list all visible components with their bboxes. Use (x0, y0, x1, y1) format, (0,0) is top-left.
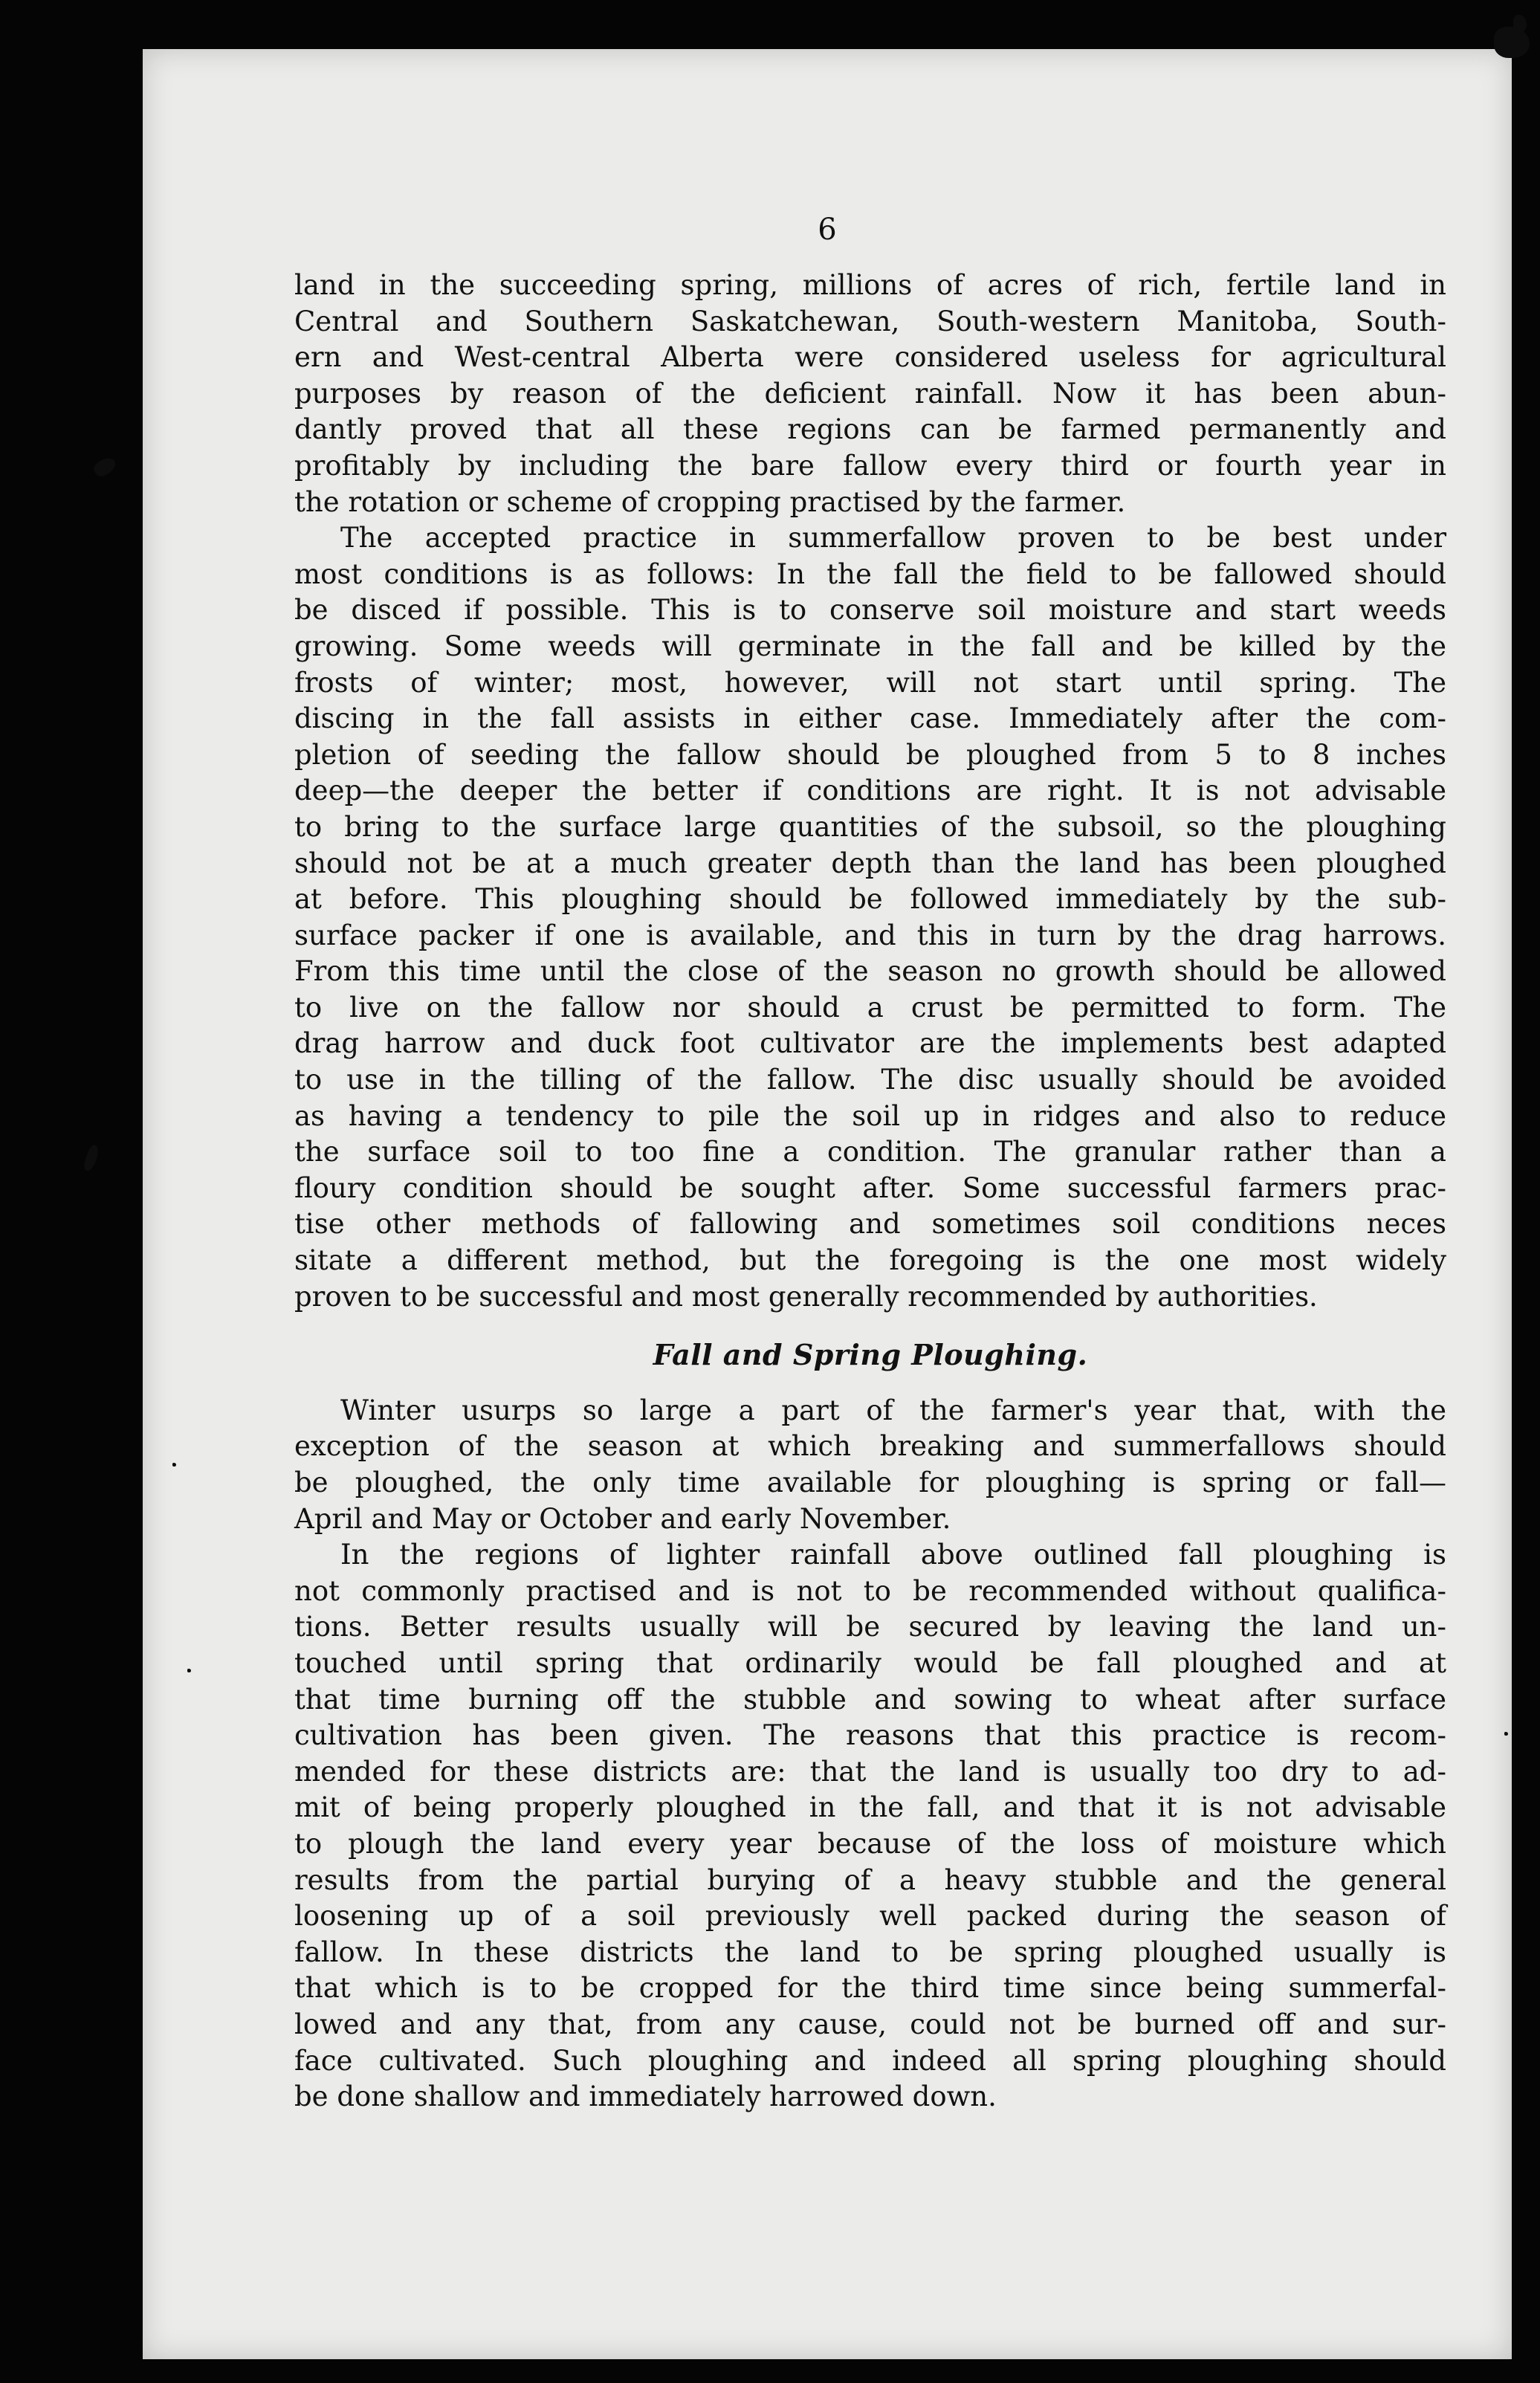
text-line: April and May or October and early November. (294, 1502, 951, 1535)
text-line: be ploughed, the only time available for ploughing is spring or fall— (294, 1467, 1446, 1498)
paragraph (294, 520, 1446, 1315)
text-line: most conditions is as follows: In the fall the field to be fallowed should (294, 557, 1446, 590)
paragraph (294, 1393, 1446, 1537)
text-line: purposes by reason of the deficient rainfall. Now it has been abun- (294, 377, 1446, 410)
body-text (294, 268, 1446, 2115)
paragraph (294, 268, 1446, 520)
text-line: tise other methods of fallowing and sometimes soil conditions neces (294, 1208, 1446, 1241)
text-line: ern and West-central Alberta were considered useless for agricultural (294, 341, 1446, 374)
text-line: deep—the deeper the better if conditions are right. It is not advisable (294, 775, 1446, 807)
text-line: as having a tendency to pile the soil up in ridges and also to reduce (294, 1099, 1446, 1132)
text-line: that time burning off the stubble and sowing to wheat after surface (294, 1683, 1446, 1716)
text-line: to use in the tilling of the fallow. The disc usually should be avoided (294, 1064, 1446, 1096)
text-line: frosts of winter; most, however, will not start until spring. The (294, 666, 1446, 699)
text-line: From this time until the close of the season no growth should be allowed (294, 955, 1446, 988)
text-line: to plough the land every year because of the loss of moisture which (294, 1827, 1446, 1860)
paragraph (294, 1537, 1446, 2115)
text-line: drag harrow and duck foot cultivator are the implements best adapted (294, 1027, 1446, 1060)
text-line: discing in the fall assists in either case. Immediately after the com- (294, 702, 1446, 735)
text-line: Winter usurps so large a part of the farmer's year that, with the (340, 1394, 1446, 1426)
margin-mark (82, 1144, 100, 1173)
section-heading: Fall and Spring Ploughing. (653, 1338, 1088, 1372)
margin-mark (91, 454, 118, 479)
text-line: at before. This ploughing should be followed immediately by the sub- (294, 883, 1446, 916)
text-line: proven to be successful and most generally recommended by authorities. (294, 1280, 1318, 1313)
text-line: lowed and any that, from any cause, could not be burned off and sur- (294, 2008, 1446, 2040)
text-line: profitably by including the bare fallow every third or fourth year in (294, 449, 1446, 482)
text-line: tions. Better results usually will be secured by leaving the land un- (294, 1611, 1446, 1643)
text-line: fallow. In these districts the land to be spring ploughed usually is (294, 1936, 1446, 1968)
margin-mark (172, 1463, 176, 1467)
text-line: land in the succeeding spring, millions of acres of rich, fertile land in (294, 269, 1446, 301)
text-line: dantly proved that all these regions can be farmed permanently and (294, 413, 1446, 446)
text-line: cultivation has been given. The reasons that this practice is recom- (294, 1719, 1446, 1752)
text-line: be disced if possible. This is to conserve soil moisture and start weeds (294, 594, 1446, 627)
text-line: results from the partial burying of a heavy stubble and the general (294, 1863, 1446, 1896)
margin-mark (187, 1669, 191, 1672)
text-line: sitate a different method, but the foregoing is the one most widely (294, 1244, 1446, 1277)
text-line: to live on the fallow nor should a crust be permitted to form. The (294, 991, 1446, 1024)
text-line: growing. Some weeds will germinate in the fall and be killed by the (294, 630, 1446, 662)
text-line: mended for these districts are: that the land is usually too dry to ad- (294, 1755, 1446, 1788)
margin-mark (1504, 1732, 1508, 1736)
text-line: mit of being properly ploughed in the fall, and that it is not advisable (294, 1791, 1446, 1824)
text-line: not commonly practised and is not to be recommended without qualifica- (294, 1574, 1446, 1607)
text-line: the rotation or scheme of cropping practised by the farmer. (294, 485, 1126, 518)
text-line: touched until spring that ordinarily would be fall ploughed and at (294, 1646, 1446, 1679)
text-line: The accepted practice in summerfallow proven to be best under (340, 522, 1446, 554)
text-line: floury condition should be sought after. Some successful farmers prac- (294, 1171, 1446, 1204)
text-line: that which is to be cropped for the third time since being summerfal- (294, 1972, 1446, 2005)
text-line: the surface soil to too fine a condition. The granular rather than a (294, 1136, 1446, 1168)
text-line: exception of the season at which breaking and summerfallows should (294, 1430, 1446, 1463)
ink-blot (1494, 27, 1530, 58)
text-line: should not be at a much greater depth than the land has been ploughed (294, 847, 1446, 879)
text-line: to bring to the surface large quantities of the subsoil, so the ploughing (294, 810, 1446, 843)
ink-blot (1513, 15, 1527, 33)
text-line: pletion of seeding the fallow should be ploughed from 5 to 8 inches (294, 738, 1446, 771)
text-line: be done shallow and immediately harrowed down. (294, 2080, 997, 2113)
text-line: face cultivated. Such ploughing and indeed all spring ploughing should (294, 2044, 1446, 2077)
page-number: 6 (818, 213, 837, 247)
text-line: In the regions of lighter rainfall above outlined fall ploughing is (340, 1539, 1446, 1571)
text-line: Central and Southern Saskatchewan, South-western Manitoba, South- (294, 305, 1446, 337)
text-line: loosening up of a soil previously well packed during the season of (294, 1900, 1446, 1933)
text-line: surface packer if one is available, and this in turn by the drag harrows. (294, 919, 1446, 951)
